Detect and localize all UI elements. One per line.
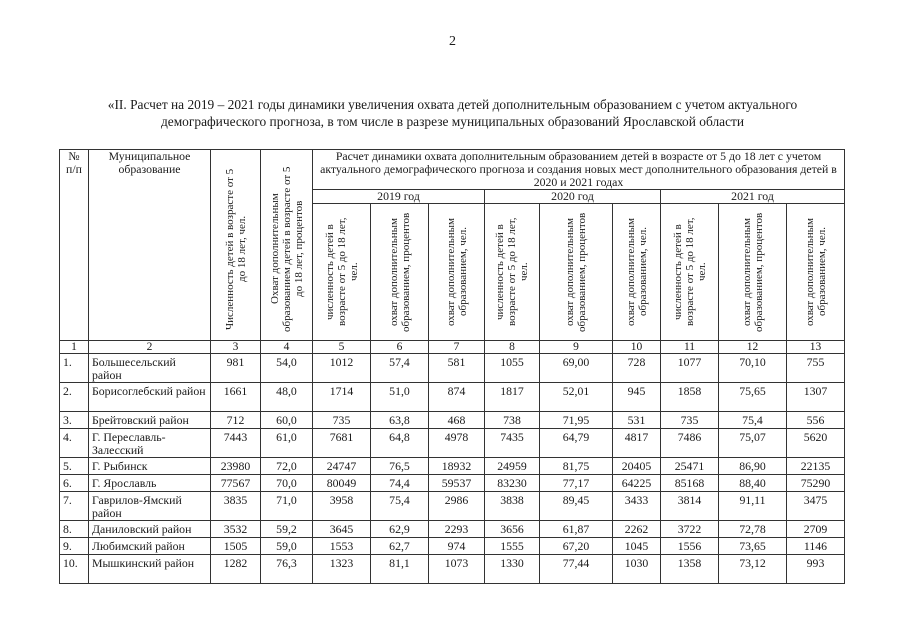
cell-c4: 71,0	[261, 492, 313, 521]
cell-c8: 1817	[485, 383, 540, 412]
cell-c6: 62,9	[371, 521, 429, 538]
cell-c11: 1358	[661, 555, 719, 584]
cell-c11: 25471	[661, 458, 719, 475]
municipality-name: Мышкинский район	[89, 555, 211, 584]
table-row	[60, 555, 845, 584]
cell-c13: 1307	[787, 383, 845, 412]
cell-c3: 1505	[211, 538, 261, 555]
cell-c5: 3958	[313, 492, 371, 521]
page-number: 2	[449, 34, 456, 49]
cell-c4: 76,3	[261, 555, 313, 584]
column-index: 7	[429, 341, 485, 354]
cell-c11: 3814	[661, 492, 719, 521]
cell-c12: 75,07	[719, 429, 787, 458]
municipality-name: Большесельский район	[89, 354, 211, 383]
cell-c9: 64,79	[540, 429, 613, 458]
column-index: 4	[261, 341, 313, 354]
cell-c9: 52,01	[540, 383, 613, 412]
municipality-name: Г. Ярославль	[89, 475, 211, 492]
municipality-name: Гаврилов-Ямский район	[89, 492, 211, 521]
header-num: № п/п	[60, 150, 89, 341]
cell-c8: 3656	[485, 521, 540, 538]
table-row	[60, 458, 845, 475]
document-heading: «II. Расчет на 2019 – 2021 годы динамики увеличения охвата детей дополнительным образованием с учетом актуального демографического прогноза, в том числе в разрезе муниципальных образований Ярославской области	[107, 97, 798, 129]
header-2019-pct: охват дополнительным образованием, процентов	[371, 204, 429, 341]
table-row	[60, 538, 845, 555]
cell-c5: 3645	[313, 521, 371, 538]
cell-c10: 945	[613, 383, 661, 412]
cell-c6: 62,7	[371, 538, 429, 555]
column-index: 2	[89, 341, 211, 354]
row-number: 10.	[60, 555, 89, 584]
cell-c3: 981	[211, 354, 261, 383]
table-row	[60, 429, 845, 458]
column-index: 3	[211, 341, 261, 354]
cell-c11: 85168	[661, 475, 719, 492]
cell-c5: 1012	[313, 354, 371, 383]
column-index: 10	[613, 341, 661, 354]
column-index-row	[60, 341, 845, 354]
row-number: 9.	[60, 538, 89, 555]
cell-c6: 64,8	[371, 429, 429, 458]
cell-c7: 581	[429, 354, 485, 383]
cell-c3: 1282	[211, 555, 261, 584]
row-number: 6.	[60, 475, 89, 492]
cell-c8: 1555	[485, 538, 540, 555]
column-index: 1	[60, 341, 89, 354]
table-row	[60, 475, 845, 492]
municipality-name: Г. Переславль-Залесский	[89, 429, 211, 458]
cell-c13: 1146	[787, 538, 845, 555]
cell-c13: 2709	[787, 521, 845, 538]
cell-c10: 531	[613, 412, 661, 429]
municipality-name: Г. Рыбинск	[89, 458, 211, 475]
cell-c12: 70,10	[719, 354, 787, 383]
cell-c7: 2293	[429, 521, 485, 538]
cell-c3: 3835	[211, 492, 261, 521]
cell-c13: 556	[787, 412, 845, 429]
column-index: 12	[719, 341, 787, 354]
cell-c10: 64225	[613, 475, 661, 492]
row-number: 7.	[60, 492, 89, 521]
cell-c3: 1661	[211, 383, 261, 412]
cell-c11: 1858	[661, 383, 719, 412]
cell-c4: 70,0	[261, 475, 313, 492]
table-row	[60, 412, 845, 429]
cell-c9: 89,45	[540, 492, 613, 521]
column-index: 9	[540, 341, 613, 354]
cell-c4: 61,0	[261, 429, 313, 458]
cell-c5: 1714	[313, 383, 371, 412]
header-2021-abs: охват дополнительным образованием, чел.	[787, 204, 845, 341]
cell-c4: 54,0	[261, 354, 313, 383]
column-index: 13	[787, 341, 845, 354]
cell-c12: 91,11	[719, 492, 787, 521]
cell-c13: 755	[787, 354, 845, 383]
cell-c6: 63,8	[371, 412, 429, 429]
cell-c13: 22135	[787, 458, 845, 475]
cell-c8: 7435	[485, 429, 540, 458]
cell-c10: 2262	[613, 521, 661, 538]
cell-c7: 468	[429, 412, 485, 429]
table-row	[60, 354, 845, 383]
cell-c3: 23980	[211, 458, 261, 475]
municipality-name: Борисоглебский район	[89, 383, 211, 412]
header-coverage-pct: Охват дополнительным образованием детей в возрасте от 5 до 18 лет, процентов	[261, 150, 313, 341]
column-index: 8	[485, 341, 540, 354]
table-row	[60, 383, 845, 412]
municipality-name: Даниловский район	[89, 521, 211, 538]
cell-c6: 51,0	[371, 383, 429, 412]
cell-c8: 3838	[485, 492, 540, 521]
header-2020-abs: охват дополнительным образованием, чел.	[613, 204, 661, 341]
cell-c3: 3532	[211, 521, 261, 538]
header-2020-pct: охват дополнительным образованием, процентов	[540, 204, 613, 341]
cell-c10: 3433	[613, 492, 661, 521]
cell-c5: 735	[313, 412, 371, 429]
cell-c13: 5620	[787, 429, 845, 458]
cell-c12: 72,78	[719, 521, 787, 538]
header-year-2019: 2019 год	[313, 190, 485, 204]
cell-c12: 88,40	[719, 475, 787, 492]
cell-c11: 3722	[661, 521, 719, 538]
cell-c6: 74,4	[371, 475, 429, 492]
cell-c10: 1045	[613, 538, 661, 555]
municipality-name: Брейтовский район	[89, 412, 211, 429]
cell-c9: 81,75	[540, 458, 613, 475]
cell-c10: 728	[613, 354, 661, 383]
cell-c9: 69,00	[540, 354, 613, 383]
column-index: 5	[313, 341, 371, 354]
cell-c8: 738	[485, 412, 540, 429]
cell-c4: 72,0	[261, 458, 313, 475]
cell-c3: 77567	[211, 475, 261, 492]
municipality-name: Любимский район	[89, 538, 211, 555]
coverage-table	[59, 149, 845, 584]
cell-c9: 67,20	[540, 538, 613, 555]
cell-c8: 83230	[485, 475, 540, 492]
cell-c4: 48,0	[261, 383, 313, 412]
cell-c5: 1323	[313, 555, 371, 584]
header-2020-count: численность детей в возрасте от 5 до 18 лет, чел.	[485, 204, 540, 341]
cell-c13: 75290	[787, 475, 845, 492]
header-2019-count: численность детей в возрасте от 5 до 18 лет, чел.	[313, 204, 371, 341]
header-2021-count: численность детей в возрасте от 5 до 18 лет, чел.	[661, 204, 719, 341]
cell-c11: 1556	[661, 538, 719, 555]
cell-c7: 1073	[429, 555, 485, 584]
cell-c4: 59,0	[261, 538, 313, 555]
cell-c9: 71,95	[540, 412, 613, 429]
header-calc: Расчет динамики охвата дополнительным образованием детей в возрасте от 5 до 18 лет с учетом актуального демографического прогноза и создания новых мест дополнительного образования детей в 2020 и 2021 годах	[313, 150, 845, 190]
cell-c10: 20405	[613, 458, 661, 475]
row-number: 1.	[60, 354, 89, 383]
cell-c11: 735	[661, 412, 719, 429]
cell-c5: 1553	[313, 538, 371, 555]
row-number: 3.	[60, 412, 89, 429]
row-number: 2.	[60, 383, 89, 412]
cell-c6: 81,1	[371, 555, 429, 584]
cell-c12: 73,65	[719, 538, 787, 555]
cell-c7: 974	[429, 538, 485, 555]
cell-c8: 1330	[485, 555, 540, 584]
row-number: 5.	[60, 458, 89, 475]
cell-c11: 7486	[661, 429, 719, 458]
header-children-count: Численность детей в возрасте от 5 до 18 лет, чел.	[211, 150, 261, 341]
cell-c5: 80049	[313, 475, 371, 492]
column-index: 11	[661, 341, 719, 354]
cell-c8: 1055	[485, 354, 540, 383]
table-row	[60, 492, 845, 521]
cell-c13: 3475	[787, 492, 845, 521]
header-2021-pct: охват дополнительным образованием, процентов	[719, 204, 787, 341]
cell-c7: 4978	[429, 429, 485, 458]
cell-c7: 18932	[429, 458, 485, 475]
cell-c6: 57,4	[371, 354, 429, 383]
header-year-2020: 2020 год	[485, 190, 661, 204]
cell-c6: 76,5	[371, 458, 429, 475]
cell-c9: 77,44	[540, 555, 613, 584]
cell-c7: 874	[429, 383, 485, 412]
cell-c10: 4817	[613, 429, 661, 458]
row-number: 8.	[60, 521, 89, 538]
cell-c12: 86,90	[719, 458, 787, 475]
cell-c3: 712	[211, 412, 261, 429]
header-year-2021: 2021 год	[661, 190, 845, 204]
row-number: 4.	[60, 429, 89, 458]
table-row	[60, 521, 845, 538]
cell-c7: 2986	[429, 492, 485, 521]
cell-c7: 59537	[429, 475, 485, 492]
cell-c8: 24959	[485, 458, 540, 475]
cell-c6: 75,4	[371, 492, 429, 521]
cell-c3: 7443	[211, 429, 261, 458]
cell-c9: 77,17	[540, 475, 613, 492]
cell-c10: 1030	[613, 555, 661, 584]
cell-c12: 75,4	[719, 412, 787, 429]
cell-c11: 1077	[661, 354, 719, 383]
cell-c5: 24747	[313, 458, 371, 475]
header-municipality: Муниципальное образование	[89, 150, 211, 341]
column-index: 6	[371, 341, 429, 354]
header-2019-abs: охват дополнительным образованием, чел.	[429, 204, 485, 341]
cell-c9: 61,87	[540, 521, 613, 538]
cell-c12: 73,12	[719, 555, 787, 584]
cell-c4: 59,2	[261, 521, 313, 538]
cell-c13: 993	[787, 555, 845, 584]
cell-c5: 7681	[313, 429, 371, 458]
cell-c4: 60,0	[261, 412, 313, 429]
cell-c12: 75,65	[719, 383, 787, 412]
